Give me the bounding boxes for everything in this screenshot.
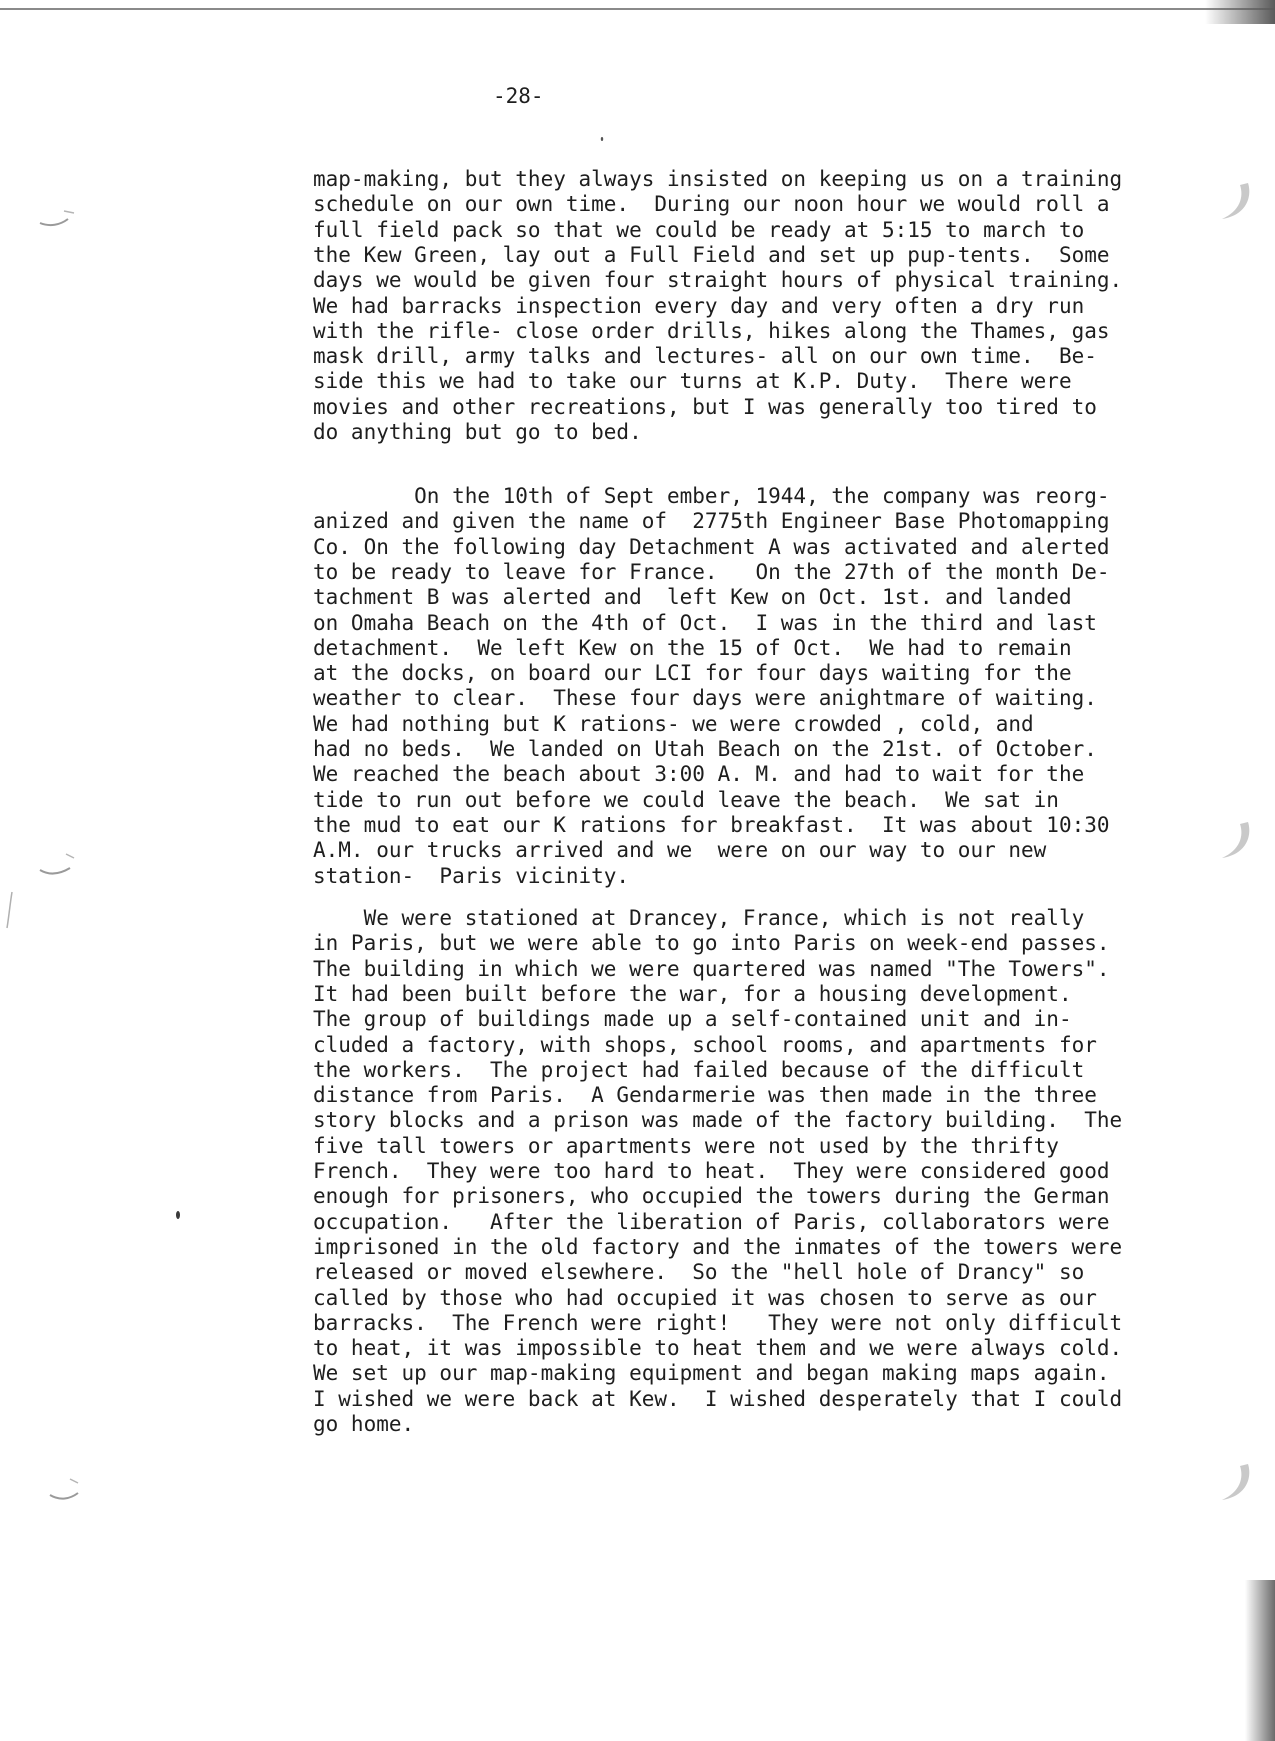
text-line: to heat, it was impossible to heat them and we were always cold.: [313, 1336, 1123, 1361]
text-line: go home.: [313, 1412, 415, 1436]
text-line: The building in which we were quartered was named "The Towers".: [313, 956, 1110, 981]
punch-hole-icon: [1218, 181, 1252, 221]
text-line: cluded a factory, with shops, school rooms, and apartments for: [313, 1032, 1097, 1057]
text-line: I wished we were back at Kew. I wished desperately that I could: [313, 1386, 1123, 1411]
text-line: We had nothing but K rations- we were crowded , cold, and: [313, 711, 1034, 736]
margin-mark-icon: [38, 848, 78, 878]
text-line: schedule on our own time. During our noon hour we would roll a: [313, 192, 1110, 217]
text-line: We reached the beach about 3:00 A. M. and had to wait for the: [313, 762, 1085, 787]
text-line: distance from Paris. A Gendarmerie was then made in the three: [313, 1083, 1097, 1108]
text-line: full field pack so that we could be ready at 5:15 to march to: [313, 217, 1085, 242]
page-number: -28-: [493, 84, 544, 108]
text-line: released or moved elsewhere. So the "hell hole of Drancy" so: [313, 1260, 1085, 1285]
ink-speck-icon: [175, 1210, 181, 1220]
page-top-edge: [0, 8, 1275, 10]
text-line: days we would be given four straight hours of physical training.: [313, 268, 1123, 293]
margin-mark-icon: [38, 205, 78, 229]
scan-corner-shadow: [1205, 0, 1275, 24]
text-line: the workers. The project had failed because of the difficult: [313, 1057, 1085, 1082]
text-line: occupation. After the liberation of Paris, collaborators were: [313, 1209, 1110, 1234]
punch-hole-icon: [1218, 820, 1252, 860]
text-line: map-making, but they always insisted on keeping us on a training: [313, 167, 1123, 191]
text-line: station- Paris vicinity.: [313, 863, 630, 888]
text-line: We were stationed at Drancey, France, which is not really: [313, 906, 1085, 930]
text-line: mask drill, army talks and lectures- all on our own time. Be-: [313, 344, 1097, 369]
text-line: called by those who had occupied it was chosen to serve as our: [313, 1285, 1097, 1310]
text-line: imprisoned in the old factory and the inmates of the towers were: [313, 1234, 1123, 1259]
text-line: the mud to eat our K rations for breakfast. It was about 10:30: [313, 812, 1110, 837]
text-line: French. They were too hard to heat. They were considered good: [313, 1159, 1110, 1183]
text-line: We set up our map-making equipment and began making maps again.: [313, 1361, 1110, 1386]
text-line: side this we had to take our turns at K.P. Duty. There were: [313, 369, 1072, 394]
text-line: barracks. The French were right! They were not only difficult: [313, 1310, 1123, 1335]
text-line: anized and given the name of 2775th Engineer Base Photomapping: [313, 509, 1110, 534]
text-line: movies and other recreations, but I was generally too tired to: [313, 394, 1097, 419]
text-line: story blocks and a prison was made of the factory building. The: [313, 1108, 1123, 1133]
ink-speck-icon: [600, 136, 604, 142]
text-line: had no beds. We landed on Utah Beach on the 21st. of October.: [313, 737, 1097, 761]
text-line: five tall towers or apartments were not used by the thrifty: [313, 1133, 1059, 1158]
text-line: in Paris, but we were able to go into Paris on week-end passes.: [313, 931, 1110, 956]
text-line: on Omaha Beach on the 4th of Oct. I was in the third and last: [313, 610, 1097, 635]
text-line: with the rifle- close order drills, hikes along the Thames, gas: [313, 318, 1110, 343]
text-line: do anything but go to bed.: [313, 420, 642, 444]
text-line: enough for prisoners, who occupied the towers during the German: [313, 1184, 1110, 1209]
text-line: tachment B was alerted and left Kew on Oct. 1st. and landed: [313, 585, 1072, 610]
text-line: to be ready to leave for France. On the 27th of the month De-: [313, 559, 1110, 584]
punch-hole-icon: [1218, 1462, 1252, 1502]
text-line: A.M. our trucks arrived and we were on our way to our new: [313, 838, 1047, 863]
text-line: the Kew Green, lay out a Full Field and set up pup-tents. Some: [313, 242, 1110, 267]
text-line: at the docks, on board our LCI for four days waiting for the: [313, 661, 1072, 686]
text-line: It had been built before the war, for a housing development.: [313, 981, 1072, 1006]
text-line: detachment. We left Kew on the 15 of Oct. We had to remain: [313, 635, 1072, 660]
margin-mark-icon: [48, 1475, 88, 1505]
text-line: On the 10th of Sept ember, 1944, the company was reorg-: [313, 484, 1110, 508]
text-line: tide to run out before we could leave the beach. We sat in: [313, 787, 1059, 812]
text-line: weather to clear. These four days were anightmare of waiting.: [313, 686, 1097, 711]
text-line: Co. On the following day Detachment A was activated and alerted: [313, 534, 1110, 559]
text-line: We had barracks inspection every day and very often a dry run: [313, 293, 1085, 318]
text-line: The group of buildings made up a self-contained unit and in-: [313, 1007, 1072, 1032]
margin-mark-icon: [4, 890, 16, 930]
scan-edge-shadow: [1245, 1580, 1275, 1741]
